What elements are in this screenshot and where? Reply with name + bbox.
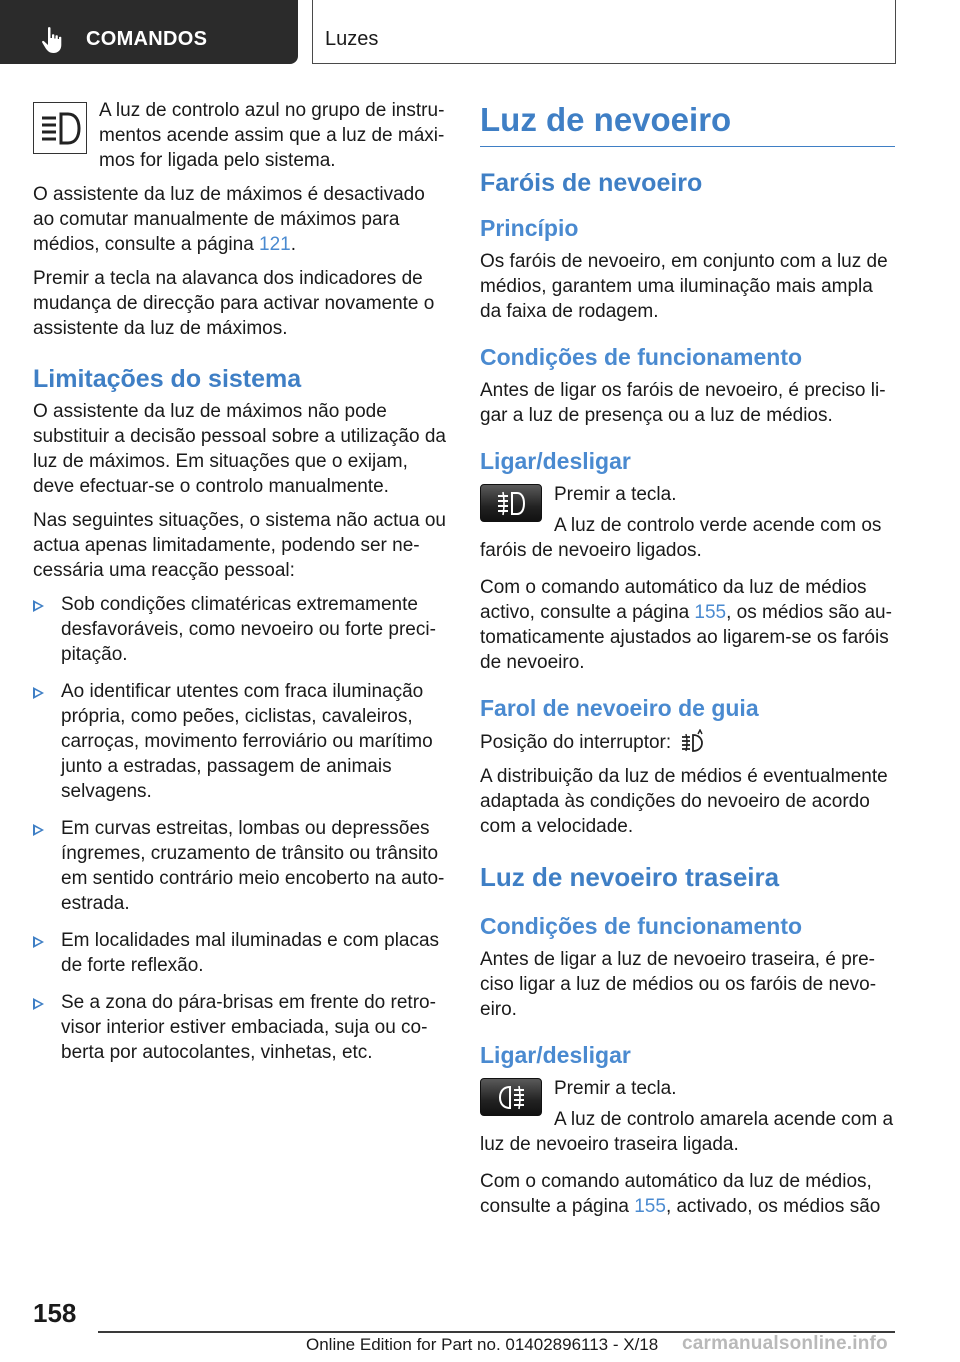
paragraph: Premir a tecla na alavanca dos indicadores de mudança de direcção para activar novamente o assistente da luz de máximos. <box>33 268 435 339</box>
paragraph: Antes de ligar os faróis de nevoeiro, é preciso ligar a luz de presença ou a luz de médios. <box>480 380 886 426</box>
section-title: COMANDOS <box>86 28 208 50</box>
high-beam-indicator-note <box>33 98 447 173</box>
triangle-bullet-icon <box>33 824 44 836</box>
list-item <box>33 592 447 667</box>
guide-fog-light-icon <box>679 729 707 753</box>
subsection-heading: Farol de nevoeiro de guia <box>480 695 759 721</box>
instruction-text: Premir a tecla. <box>554 1078 677 1099</box>
high-beam-icon <box>34 103 86 153</box>
paragraph-text: , os médios são automaticamente ajustados ao ligarem-se os faróis de nevoeiro. <box>480 602 892 673</box>
section-heading: Faróis de nevoeiro <box>480 169 703 197</box>
rear-fog-button <box>480 1078 542 1116</box>
paragraph: Antes de ligar a luz de nevoeiro traseira, é preciso ligar a luz de médios ou os faróis de nevoeiro. <box>480 949 877 1020</box>
triangle-bullet-icon <box>33 998 44 1010</box>
subsection-heading: Condições de funcionamento <box>480 913 803 939</box>
list-item-text: Em curvas estreitas, lombas ou depressões íngremes, cruzamento de trânsito ou trânsito em sentido contrário meio encoberto na auto-estrada. <box>61 818 445 914</box>
paragraph: Nas seguintes situações, o sistema não actua ou actua apenas limitadamente, podendo ser necessária uma reacção pessoal: <box>33 510 446 581</box>
list-item-text: Ao identificar utentes com fraca iluminação própria, como peões, ciclistas, cavaleiros, carroças, movimento ferroviário ou marítimo junto a estradas, passagem de animais selvagens. <box>61 681 433 802</box>
footer-edition: Online Edition for Part no. 01402896113 - X/18 <box>306 1335 659 1354</box>
list-item <box>33 928 447 978</box>
triangle-bullet-icon <box>33 600 44 612</box>
hand-pointer-icon <box>40 26 66 54</box>
triangle-bullet-icon <box>33 936 44 948</box>
section-heading: Luz de nevoeiro traseira <box>480 862 780 892</box>
page-link[interactable]: 155 <box>634 1196 666 1217</box>
paragraph: A distribuição da luz de médios é eventualmente adaptada às condições do nevoeiro de acordo com a velocidade. <box>480 766 888 837</box>
chapter-title: Luzes <box>325 28 379 50</box>
list-item <box>33 816 447 916</box>
indicator-text: A luz de controlo azul no grupo de instrumentos acende assim que a luz de máximos for ligada pelo sistema. <box>99 100 445 171</box>
paragraph-text: Com o comando automático da luz de médios activo, consulte a página <box>480 577 867 623</box>
indicator-text: A luz de controlo amarela acende com a luz de nevoeiro traseira ligada. <box>480 1109 894 1155</box>
bullet-list <box>33 592 447 1065</box>
list-item-text: Se a zona do pára-brisas em frente do retrovisor interior estiver embaciada, suja ou coberta por autocolantes, vinhetas, etc. <box>61 992 436 1063</box>
rear-fog-button-note <box>480 1076 895 1157</box>
subsection-heading: Ligar/desligar <box>480 1042 631 1068</box>
list-item <box>33 679 447 804</box>
page-link[interactable]: 121 <box>259 234 291 255</box>
page-link[interactable]: 155 <box>694 602 727 623</box>
triangle-bullet-icon <box>33 687 44 699</box>
section-tab <box>0 0 298 64</box>
front-fog-light-icon <box>481 485 541 521</box>
subsection-heading: Condições de funcionamento <box>480 344 803 370</box>
paragraph <box>480 729 895 755</box>
paragraph-text: O assistente da luz de máximos é desactivado ao comutar manualmente de máximos para médios, consulte a página <box>33 184 425 255</box>
subsection-heading: Ligar/desligar <box>480 448 631 474</box>
list-item-text: Em localidades mal iluminadas e com placas de forte reflexão. <box>61 930 440 976</box>
paragraph-text: Posição do interruptor: <box>480 732 672 753</box>
page-number: 158 <box>33 1298 77 1328</box>
front-fog-button-note <box>480 482 895 563</box>
paragraph: Os faróis de nevoeiro, em conjunto com a luz de médios, garantem uma iluminação mais ampla da faixa de rodagem. <box>480 251 888 322</box>
paragraph-text: , activado, os médios são <box>665 1196 881 1217</box>
indicator-frame <box>33 102 87 154</box>
watermark: carmanualsonline.info <box>682 1333 888 1354</box>
right-column <box>480 98 895 1228</box>
paragraph <box>480 575 895 675</box>
paragraph <box>480 1169 895 1219</box>
rear-fog-light-icon <box>481 1079 541 1115</box>
list-item <box>33 990 447 1065</box>
paragraph: O assistente da luz de máximos não pode substituir a decisão pessoal sobre a utilização da luz de máximos. Em situações que o exijam, deve efectuar-se o controlo manualmente. <box>33 401 446 497</box>
section-heading: Limitações do sistema <box>33 365 302 393</box>
list-item-text: Sob condições climatéricas extremamente desfavoráveis, como nevoeiro ou forte precipitação. <box>61 594 436 665</box>
paragraph-text: Com o comando automático da luz de médios, consulte a página <box>480 1171 872 1217</box>
paragraph-text: . <box>290 234 297 255</box>
chapter-tab <box>312 0 896 64</box>
front-fog-button <box>480 484 542 522</box>
page-title: Luz de nevoeiro <box>480 100 895 147</box>
paragraph <box>33 182 447 257</box>
indicator-text: A luz de controlo verde acende com os faróis de nevoeiro ligados. <box>480 515 882 561</box>
subsection-heading: Princípio <box>480 215 579 241</box>
left-column <box>33 98 447 1077</box>
instruction-text: Premir a tecla. <box>554 484 677 505</box>
